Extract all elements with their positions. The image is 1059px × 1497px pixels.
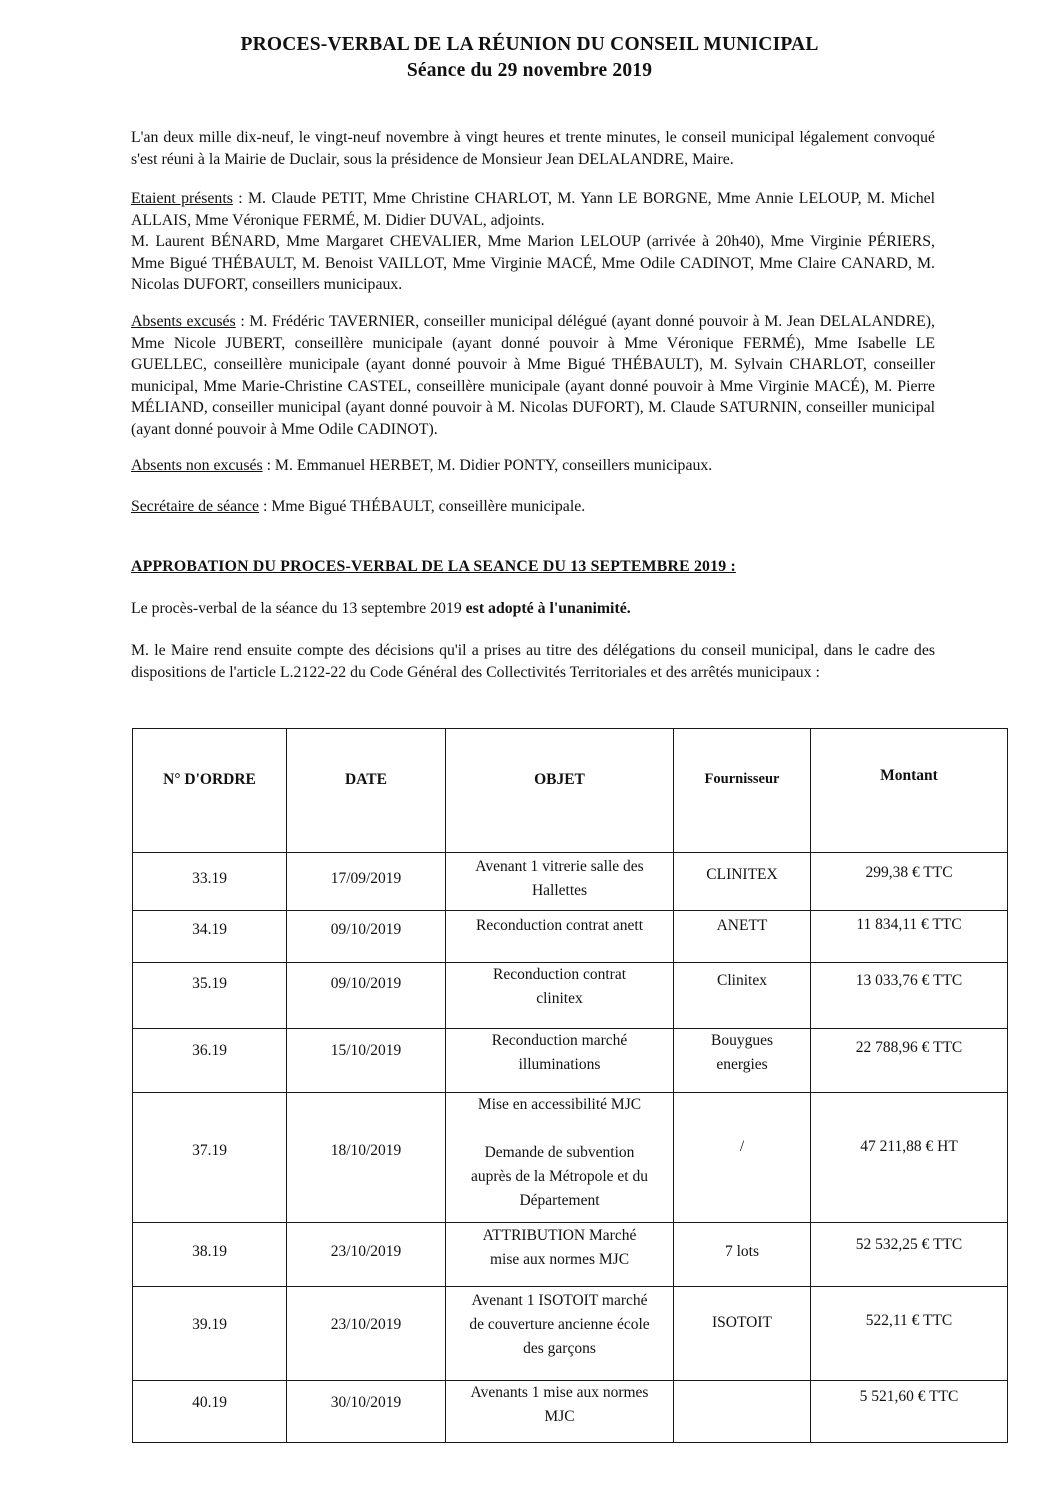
table-row xyxy=(133,911,1008,963)
cell-montant: 299,38 € TTC xyxy=(811,853,1008,911)
maire-paragraph: M. le Maire rend ensuite compte des décisions qu'il a prises au titre des délégations du conseil municipal, dans le cadre des dispositions de l'article L.2122-22 du Code Général des Collectivités Territoriales et des arrêtés municipaux : xyxy=(131,642,935,681)
cell-fournisseur: ISOTOIT xyxy=(674,1287,811,1381)
cell-num: 36.19 xyxy=(133,1029,287,1093)
cell-objet: Avenants 1 mise aux normes MJC xyxy=(446,1381,674,1443)
cell-objet: Reconduction contrat anett xyxy=(446,911,674,963)
presents-conseillers: M. Laurent BÉNARD, Mme Margaret CHEVALIER, Mme Marion LELOUP (arrivée à 20h40), Mme Virginie PÉRIERS, Mme Bigué THÉBAULT, M. Benoist VAILLOT, Mme Virginie MACÉ, Mme Odile CADINOT, Mme Claire CANARD, M. Nicolas DUFORT, conseillers municipaux. xyxy=(131,233,935,294)
cell-date: 15/10/2019 xyxy=(287,1029,446,1093)
cell-objet: Reconduction marché illuminations xyxy=(446,1029,674,1093)
cell-montant: 13 033,76 € TTC xyxy=(811,963,1008,1029)
cell-fournisseur xyxy=(674,1381,811,1443)
cell-fournisseur: Bouygues energies xyxy=(674,1029,811,1093)
cell-date: 23/10/2019 xyxy=(287,1287,446,1381)
page-subtitle: Séance du 29 novembre 2019 xyxy=(406,60,653,81)
absents-non-excuses-label: Absents non excusés xyxy=(131,457,263,474)
page-title: PROCES-VERBAL DE LA RÉUNION DU CONSEIL MUNICIPAL xyxy=(240,34,819,55)
approbation-paragraph xyxy=(131,598,935,620)
approbation-result: est adopté à l'unanimité. xyxy=(465,600,631,617)
label-separator: : xyxy=(232,190,248,207)
cell-date: 18/10/2019 xyxy=(287,1093,446,1223)
approbation-text: Le procès-verbal de la séance du 13 septembre 2019 xyxy=(131,600,466,617)
cell-num: 34.19 xyxy=(133,911,287,963)
table-row xyxy=(133,1093,1008,1223)
delegations-table xyxy=(132,728,1008,1443)
table-row xyxy=(133,853,1008,911)
header-fournisseur: Fournisseur xyxy=(674,729,811,853)
secretaire-paragraph: Secrétaire de séance : Mme Bigué THÉBAULT, conseillère municipale. xyxy=(131,498,586,515)
table-row xyxy=(133,1223,1008,1287)
cell-fournisseur: / xyxy=(674,1093,811,1223)
cell-montant: 5 521,60 € TTC xyxy=(811,1381,1008,1443)
table-row xyxy=(133,1287,1008,1381)
cell-objet: Mise en accessibilité MJC Demande de subvention auprès de la Métropole et du Département xyxy=(446,1093,674,1223)
cell-montant: 522,11 € TTC xyxy=(811,1287,1008,1381)
presents-label: Etaient présents xyxy=(131,190,233,207)
cell-fournisseur: CLINITEX xyxy=(674,853,811,911)
cell-fournisseur: 7 lots xyxy=(674,1223,811,1287)
presents-paragraph xyxy=(131,188,935,296)
cell-num: 38.19 xyxy=(133,1223,287,1287)
absents-non-excuses-text: M. Emmanuel HERBET, M. Didier PONTY, conseillers municipaux. xyxy=(274,457,713,474)
cell-date: 30/10/2019 xyxy=(287,1381,446,1443)
absents-excuses-label: Absents excusés xyxy=(131,313,236,330)
cell-objet: ATTRIBUTION Marché mise aux normes MJC xyxy=(446,1223,674,1287)
cell-date: 09/10/2019 xyxy=(287,911,446,963)
presents-adjoints: M. Claude PETIT, Mme Christine CHARLOT, M. Yann LE BORGNE, Mme Annie LELOUP, M. Michel ALLAIS, Mme Véronique FERMÉ, M. Didier DUVAL, adjoints. xyxy=(131,190,936,229)
cell-num: 33.19 xyxy=(133,853,287,911)
cell-montant: 11 834,11 € TTC xyxy=(811,911,1008,963)
table-row xyxy=(133,963,1008,1029)
cell-num: 35.19 xyxy=(133,963,287,1029)
cell-fournisseur: ANETT xyxy=(674,911,811,963)
secretaire-label: Secrétaire de séance xyxy=(131,498,260,515)
cell-num: 39.19 xyxy=(133,1287,287,1381)
cell-num: 37.19 xyxy=(133,1093,287,1223)
secretaire-text: Mme Bigué THÉBAULT, conseillère municipale. xyxy=(271,498,586,515)
header-date: DATE xyxy=(287,729,446,853)
cell-date: 23/10/2019 xyxy=(287,1223,446,1287)
table-row xyxy=(133,1029,1008,1093)
cell-montant: 52 532,25 € TTC xyxy=(811,1223,1008,1287)
absents-excuses-text: M. Frédéric TAVERNIER, conseiller municipal délégué (ayant donné pouvoir à M. Jean DELALANDRE), Mme Nicole JUBERT, conseillère municipale (ayant donné pouvoir à Mme Véronique FERMÉ), Mme Isabelle LE GUELLEC, conseillère municipale (ayant donné pouvoir à Mme Bigué THÉBAULT), M. Sylvain CHARLOT, conseiller municipal, Mme Marie-Christine CASTEL, conseillère municipale (ayant donné pouvoir à Mme Virginie MACÉ), M. Pierre MÉLIAND, conseiller municipal (ayant donné pouvoir à M. Nicolas DUFORT), M. Claude SATURNIN, conseiller municipal (ayant donné pouvoir à Mme Odile CADINOT). xyxy=(131,313,935,438)
cell-num: 40.19 xyxy=(133,1381,287,1443)
intro-paragraph: L'an deux mille dix-neuf, le vingt-neuf novembre à vingt heures et trente minutes, le conseil municipal légalement convoqué s'est réuni à la Mairie de Duclair, sous la présidence de Monsieur Jean DELALANDRE, Maire. xyxy=(131,129,935,168)
cell-objet: Avenant 1 ISOTOIT marché de couverture ancienne école des garçons xyxy=(446,1287,674,1381)
cell-montant: 47 211,88 € HT xyxy=(811,1093,1008,1223)
table-header-row xyxy=(133,729,1008,853)
cell-date: 09/10/2019 xyxy=(287,963,446,1029)
cell-objet: Reconduction contrat clinitex xyxy=(446,963,674,1029)
cell-objet: Avenant 1 vitrerie salle des Hallettes xyxy=(446,853,674,911)
header-num: N° D'ORDRE xyxy=(133,729,287,853)
absents-excuses-paragraph: Absents excusés : M. Frédéric TAVERNIER, conseiller municipal délégué (ayant donné pouvoir à M. Jean DELALANDRE), Mme Nicole JUBERT, conseillère municipale (ayant donné pouvoir à Mme Véronique FERMÉ), Mme Isabelle LE GUELLEC, conseillère municipale (ayant donné pouvoir à Mme Bigué THÉBAULT), M. Sylvain CHARLOT, conseiller municipal, Mme Marie-Christine CASTEL, conseillère municipale (ayant donné pouvoir à Mme Virginie MACÉ), M. Pierre MÉLIAND, conseiller municipal (ayant donné pouvoir à M. Nicolas DUFORT), M. Claude SATURNIN, conseiller municipal (ayant donné pouvoir à Mme Odile CADINOT). xyxy=(131,313,935,438)
table-row xyxy=(133,1381,1008,1443)
header-montant: Montant xyxy=(811,729,1008,853)
absents-non-excuses-paragraph: Absents non excusés : M. Emmanuel HERBET, M. Didier PONTY, conseillers municipaux. xyxy=(131,457,713,474)
cell-montant: 22 788,96 € TTC xyxy=(811,1029,1008,1093)
cell-date: 17/09/2019 xyxy=(287,853,446,911)
header-objet: OBJET xyxy=(446,729,674,853)
approbation-heading: APPROBATION DU PROCES-VERBAL DE LA SEANCE DU 13 SEPTEMBRE 2019 : xyxy=(131,558,736,575)
cell-fournisseur: Clinitex xyxy=(674,963,811,1029)
